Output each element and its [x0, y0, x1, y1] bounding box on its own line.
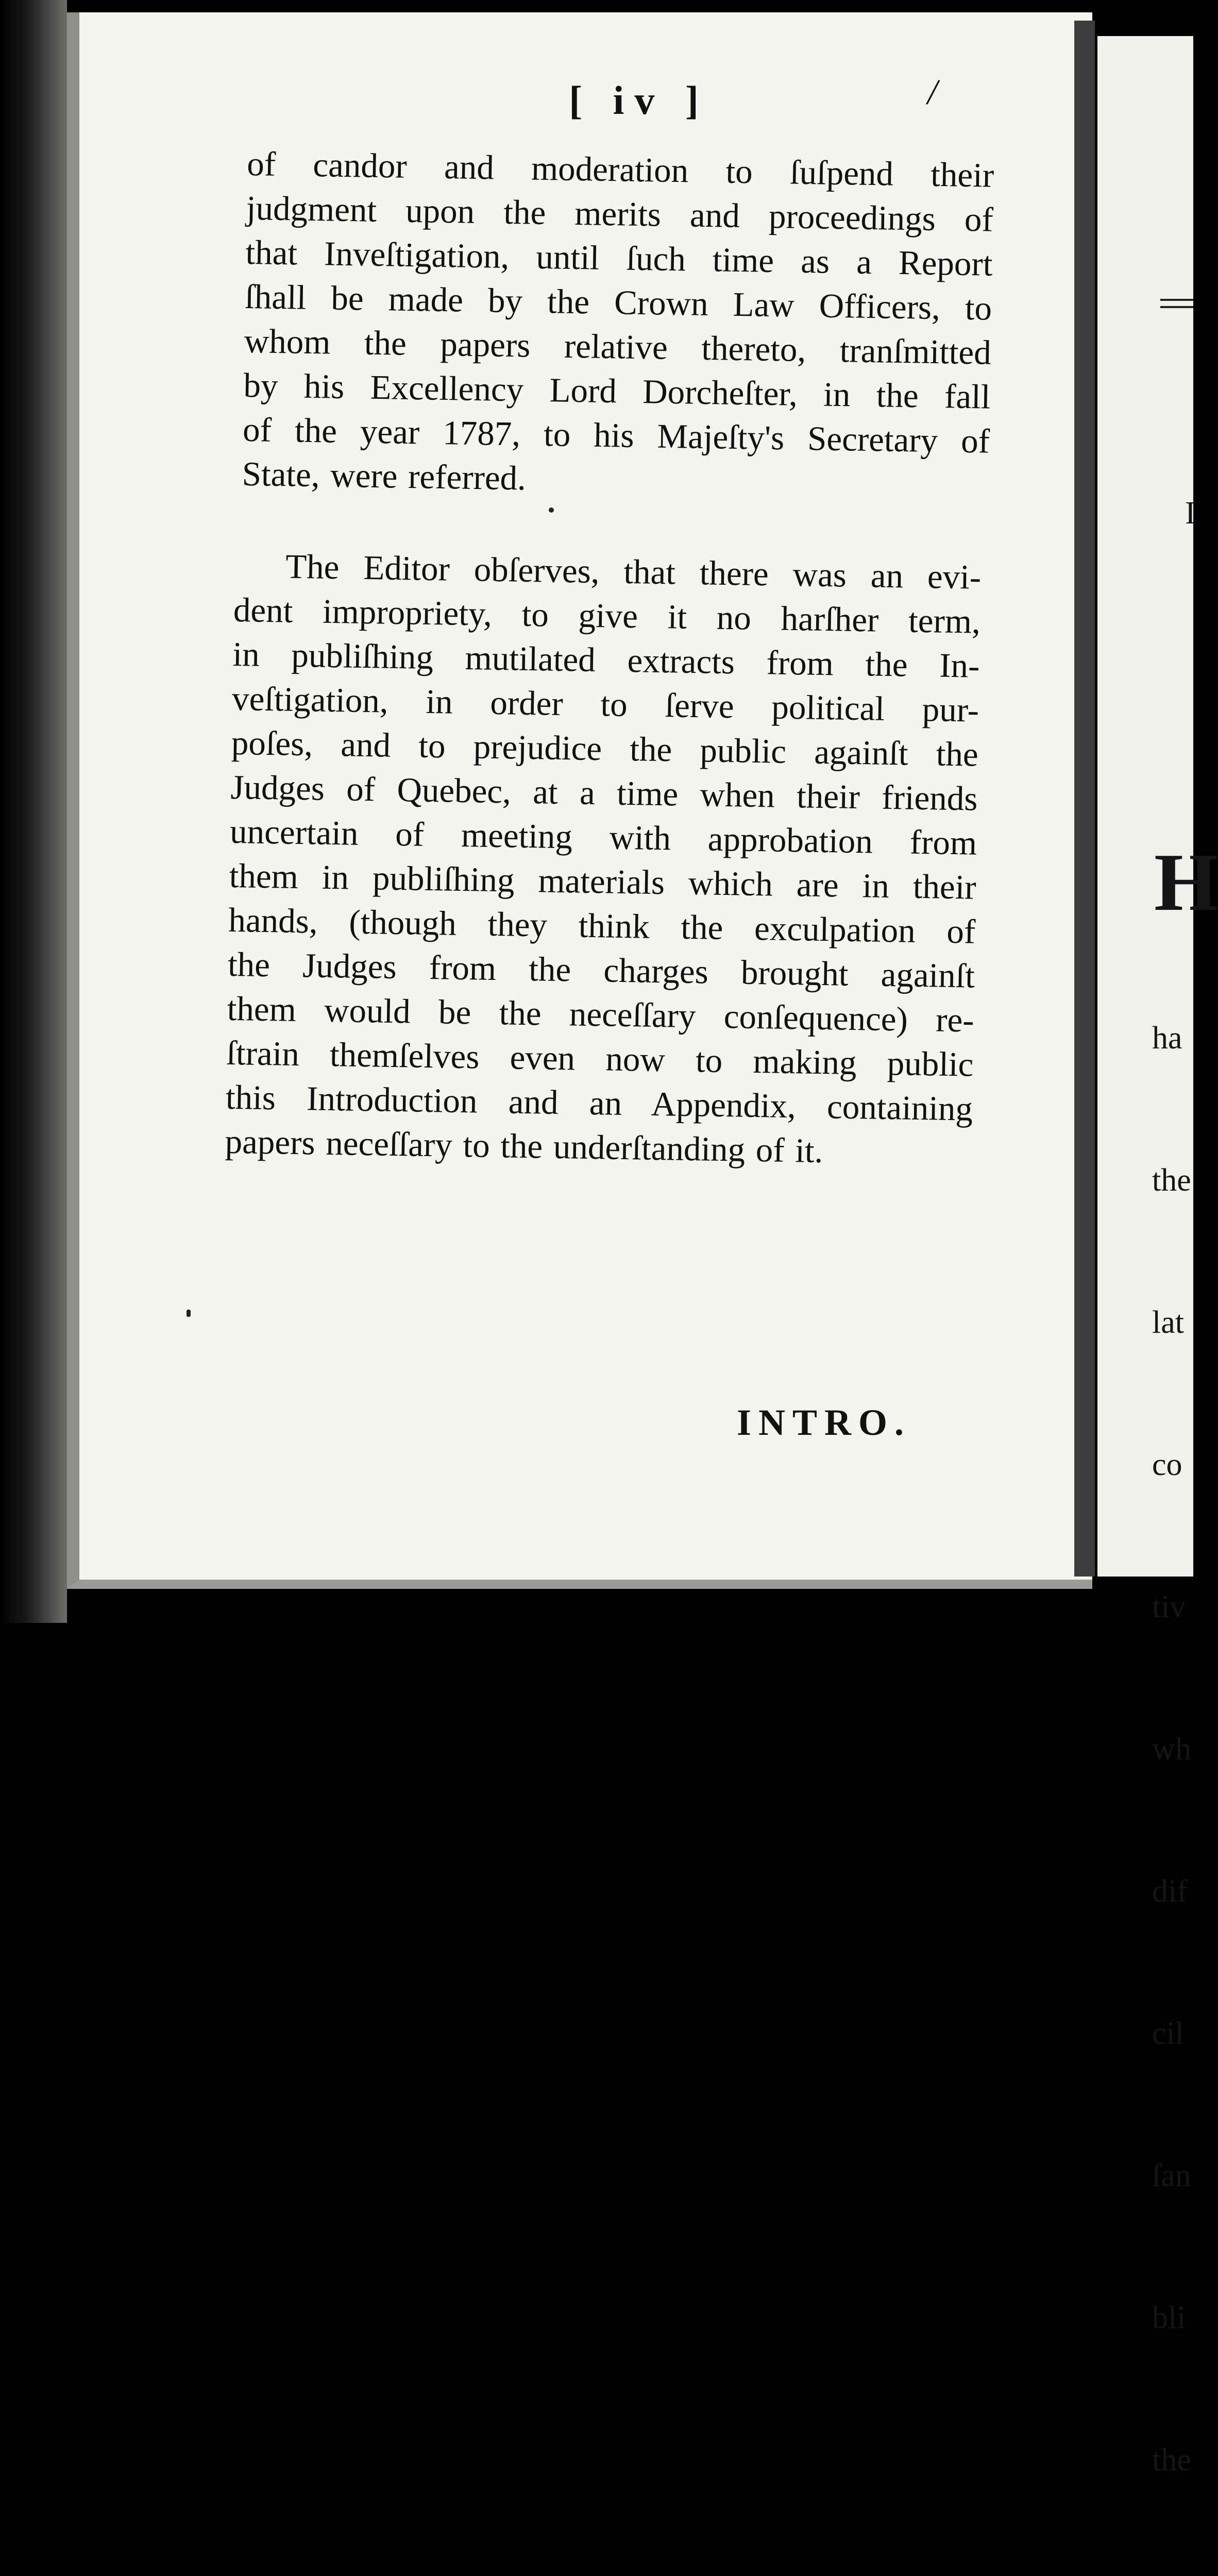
- stray-mark: [549, 507, 554, 513]
- text-line: dent impropriety, to give it no harſher term,: [233, 590, 981, 641]
- text-line: this Introduction and an Appendix, containing: [225, 1078, 973, 1128]
- paragraph-2: [225, 544, 982, 1176]
- line-fragment: wh: [1152, 1732, 1191, 1767]
- ornamental-rule: [1160, 299, 1193, 308]
- line-fragment: bli: [1152, 2300, 1186, 2335]
- text-line: poſes, and to prejudice the public againſt the: [231, 723, 979, 774]
- text-line: them would be the neceſſary conſequence) re-: [227, 989, 975, 1040]
- line-fragment: tiv: [1152, 1589, 1186, 1624]
- text-line: papers neceſſary to the underſtanding of it.: [225, 1122, 823, 1171]
- line-fragment: cil: [1152, 2016, 1184, 2051]
- text-line: hands, (though they think the exculpation of: [228, 901, 976, 951]
- page-gutter: [1074, 21, 1095, 1577]
- text-line: of the year 1787, to his Majeſty's Secretary of: [242, 410, 990, 461]
- right-page-fragment-upper: I: [1185, 496, 1196, 531]
- text-line: them in publiſhing materials which are in their: [229, 856, 977, 907]
- stray-mark: [187, 1310, 191, 1317]
- text-line: State, were referred.: [242, 454, 527, 498]
- catchword: INTRO.: [737, 1402, 911, 1443]
- line-fragment: ha: [1152, 1021, 1182, 1056]
- text-line: the Judges from the charges brought againſt: [227, 945, 975, 995]
- line-fragment: ſan: [1152, 2158, 1191, 2193]
- line-fragment: co: [1152, 1447, 1182, 1482]
- line-fragment: dif: [1152, 1874, 1188, 1909]
- text-line: The Editor obſerves, that there was an evi-: [285, 547, 982, 597]
- text-line: judgment upon the merits and proceedings of: [246, 189, 994, 239]
- corner-pen-mark: /: [927, 73, 938, 112]
- text-line: whom the papers relative thereto, tranſmitted: [244, 321, 992, 372]
- text-line: in publiſhing mutilated extracts from the In-: [232, 635, 980, 685]
- line-fragment: the: [1152, 2443, 1191, 2478]
- text-line: ſhall be made by the Crown Law Officers, to: [244, 277, 992, 328]
- text-line: by his Excellency Lord Dorcheſter, in the fall: [243, 366, 991, 416]
- line-fragment: lat: [1152, 1305, 1184, 1340]
- line-fragment: the: [1152, 1163, 1191, 1198]
- text-line: Judges of Quebec, at a time when their friends: [230, 768, 978, 818]
- text-line: that Inveſtigation, until ſuch time as a Report: [245, 233, 993, 283]
- text-line: ſtrain themſelves even now to making public: [226, 1033, 974, 1084]
- right-page-drop-initial: H: [1154, 836, 1218, 928]
- paragraph-1: [242, 142, 994, 508]
- text-line: of candor and moderation to ſuſpend their: [246, 144, 994, 195]
- page-number-header: [ iv ]: [569, 78, 709, 123]
- book-binding-edge: [0, 0, 67, 1623]
- right-page-line-fragments: [1152, 920, 1191, 2576]
- text-line: veſtigation, in order to ſerve political pur-: [231, 679, 979, 730]
- text-line: uncertain of meeting with approbation from: [229, 812, 977, 862]
